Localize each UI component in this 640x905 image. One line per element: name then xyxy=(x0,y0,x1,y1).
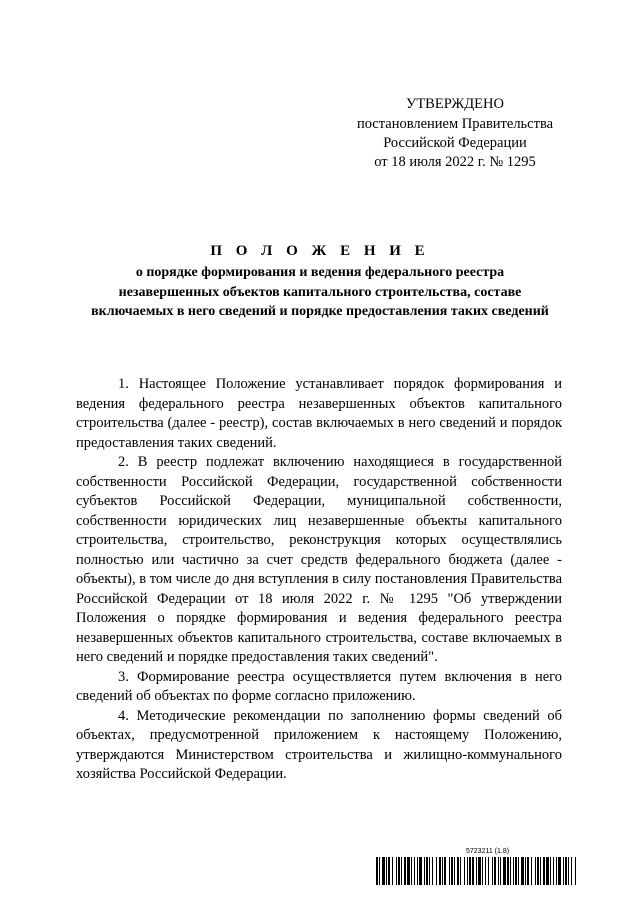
document-body xyxy=(76,375,562,785)
paragraph-1: 1. Настоящее Положение устанавливает порядок формирования и ведения федерального реестра незавершенных объектов капитального строительства (далее - реестр), состав включаемых в него сведений и порядок предоставления таких сведений. xyxy=(76,376,562,451)
document-subtitle: о порядке формирования и ведения федерального реестра незавершенных объектов капитального строительства, составе включаемых в него сведений и порядке предоставления таких сведений xyxy=(91,265,549,319)
paragraph-4: 4. Методические рекомендации по заполнению формы сведений об объектах, предусмотренной приложением к настоящему Положению, утверждаются Министерством строительства и жилищно-коммунального хозяйства Российской Федерации. xyxy=(76,707,562,782)
approval-heading: УТВЕРЖДЕНО xyxy=(406,96,504,112)
approval-line-3: от 18 июля 2022 г. № 1295 xyxy=(374,154,536,170)
approval-line-2: Российской Федерации xyxy=(383,135,527,151)
document-title: П О Л О Ж Е Н И Е xyxy=(210,243,430,259)
approval-block xyxy=(330,95,580,172)
paragraph-3: 3. Формирование реестра осуществляется путем включения в него сведений об объектах по форме согласно приложению. xyxy=(76,668,562,704)
paragraph-2: 2. В реестр подлежат включению находящиеся в государственной собственности Российской Федерации, государственной собственности субъектов Российской Федерации, муниципальной собственности, собственности юридических лиц незавершенные объекты капитального строительства, строительство, реконструкция которых осуществлялись полностью или частично за счет средств федерального бюджета (далее - объекты), в том числе до дня вступления в силу постановления Правительства Российской Федерации от 18 июля 2022 г. № 1295 "Об утверждении Положения о порядке формирования и ведения федерального реестра незавершенных объектов капитального строительства, составе включаемых в него сведений и порядке предоставления таких сведений". xyxy=(76,454,562,665)
barcode-block xyxy=(376,848,578,886)
barcode-icon xyxy=(376,857,578,885)
barcode-caption: 5723211 (1.8) xyxy=(466,848,510,855)
approval-line-1: постановлением Правительства xyxy=(356,116,554,132)
